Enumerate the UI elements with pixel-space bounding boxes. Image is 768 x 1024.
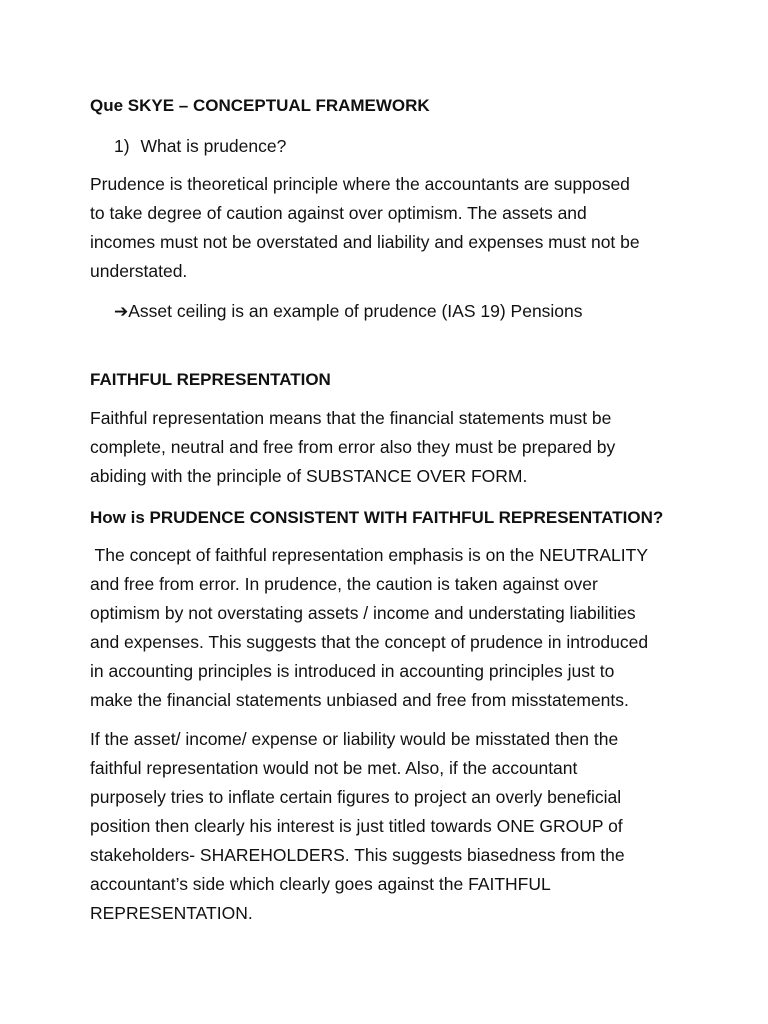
consistency-heading: How is PRUDENCE CONSISTENT WITH FAITHFUL REPRESENTATION? — [90, 508, 664, 527]
question-item — [114, 135, 286, 157]
question-number: 1) — [114, 136, 130, 156]
paragraph-line: position then clearly his interest is just titled towards ONE GROUP of — [90, 816, 623, 836]
faithful-paragraph — [90, 404, 682, 491]
paragraph-line: Faithful representation means that the financial statements must be — [90, 408, 612, 428]
right-arrow-icon: ➔ — [114, 302, 129, 322]
prudence-paragraph — [90, 170, 682, 286]
consistency-paragraph — [90, 541, 682, 715]
paragraph-line: The concept of faithful representation emphasis is on the NEUTRALITY — [90, 545, 649, 565]
paragraph-line: faithful representation would not be met. Also, if the accountant — [90, 758, 578, 778]
paragraph-line: make the financial statements unbiased and free from misstatements. — [90, 690, 629, 710]
paragraph-line: and free from error. In prudence, the caution is taken against over — [90, 574, 598, 594]
paragraph-line: stakeholders- SHAREHOLDERS. This suggests biasedness from the — [90, 845, 625, 865]
paragraph-line: optimism by not overstating assets / income and understating liabilities — [90, 603, 636, 623]
arrow-bullet-item — [114, 300, 583, 323]
paragraph-line: complete, neutral and free from error also they must be prepared by — [90, 437, 616, 457]
document-title: Que SKYE – CONCEPTUAL FRAMEWORK — [90, 96, 430, 115]
misstatement-paragraph — [90, 725, 682, 928]
paragraph-line: REPRESENTATION. — [90, 903, 253, 923]
paragraph-line: accountant’s side which clearly goes against the FAITHFUL — [90, 874, 551, 894]
arrow-bullet-text: Asset ceiling is an example of prudence (IAS 19) Pensions — [128, 301, 583, 321]
faithful-heading: FAITHFUL REPRESENTATION — [90, 370, 331, 389]
paragraph-line: abiding with the principle of SUBSTANCE OVER FORM. — [90, 466, 528, 486]
paragraph-line: Prudence is theoretical principle where the accountants are supposed — [90, 174, 630, 194]
paragraph-line: and expenses. This suggests that the concept of prudence in introduced — [90, 632, 649, 652]
paragraph-line: If the asset/ income/ expense or liability would be misstated then the — [90, 729, 619, 749]
paragraph-line: to take degree of caution against over optimism. The assets and — [90, 203, 587, 223]
paragraph-line: in accounting principles is introduced in accounting principles just to — [90, 661, 615, 681]
paragraph-line: understated. — [90, 261, 188, 281]
paragraph-line: purposely tries to inflate certain figures to project an overly beneficial — [90, 787, 622, 807]
paragraph-line: incomes must not be overstated and liability and expenses must not be — [90, 232, 640, 252]
question-text: What is prudence? — [140, 136, 287, 156]
